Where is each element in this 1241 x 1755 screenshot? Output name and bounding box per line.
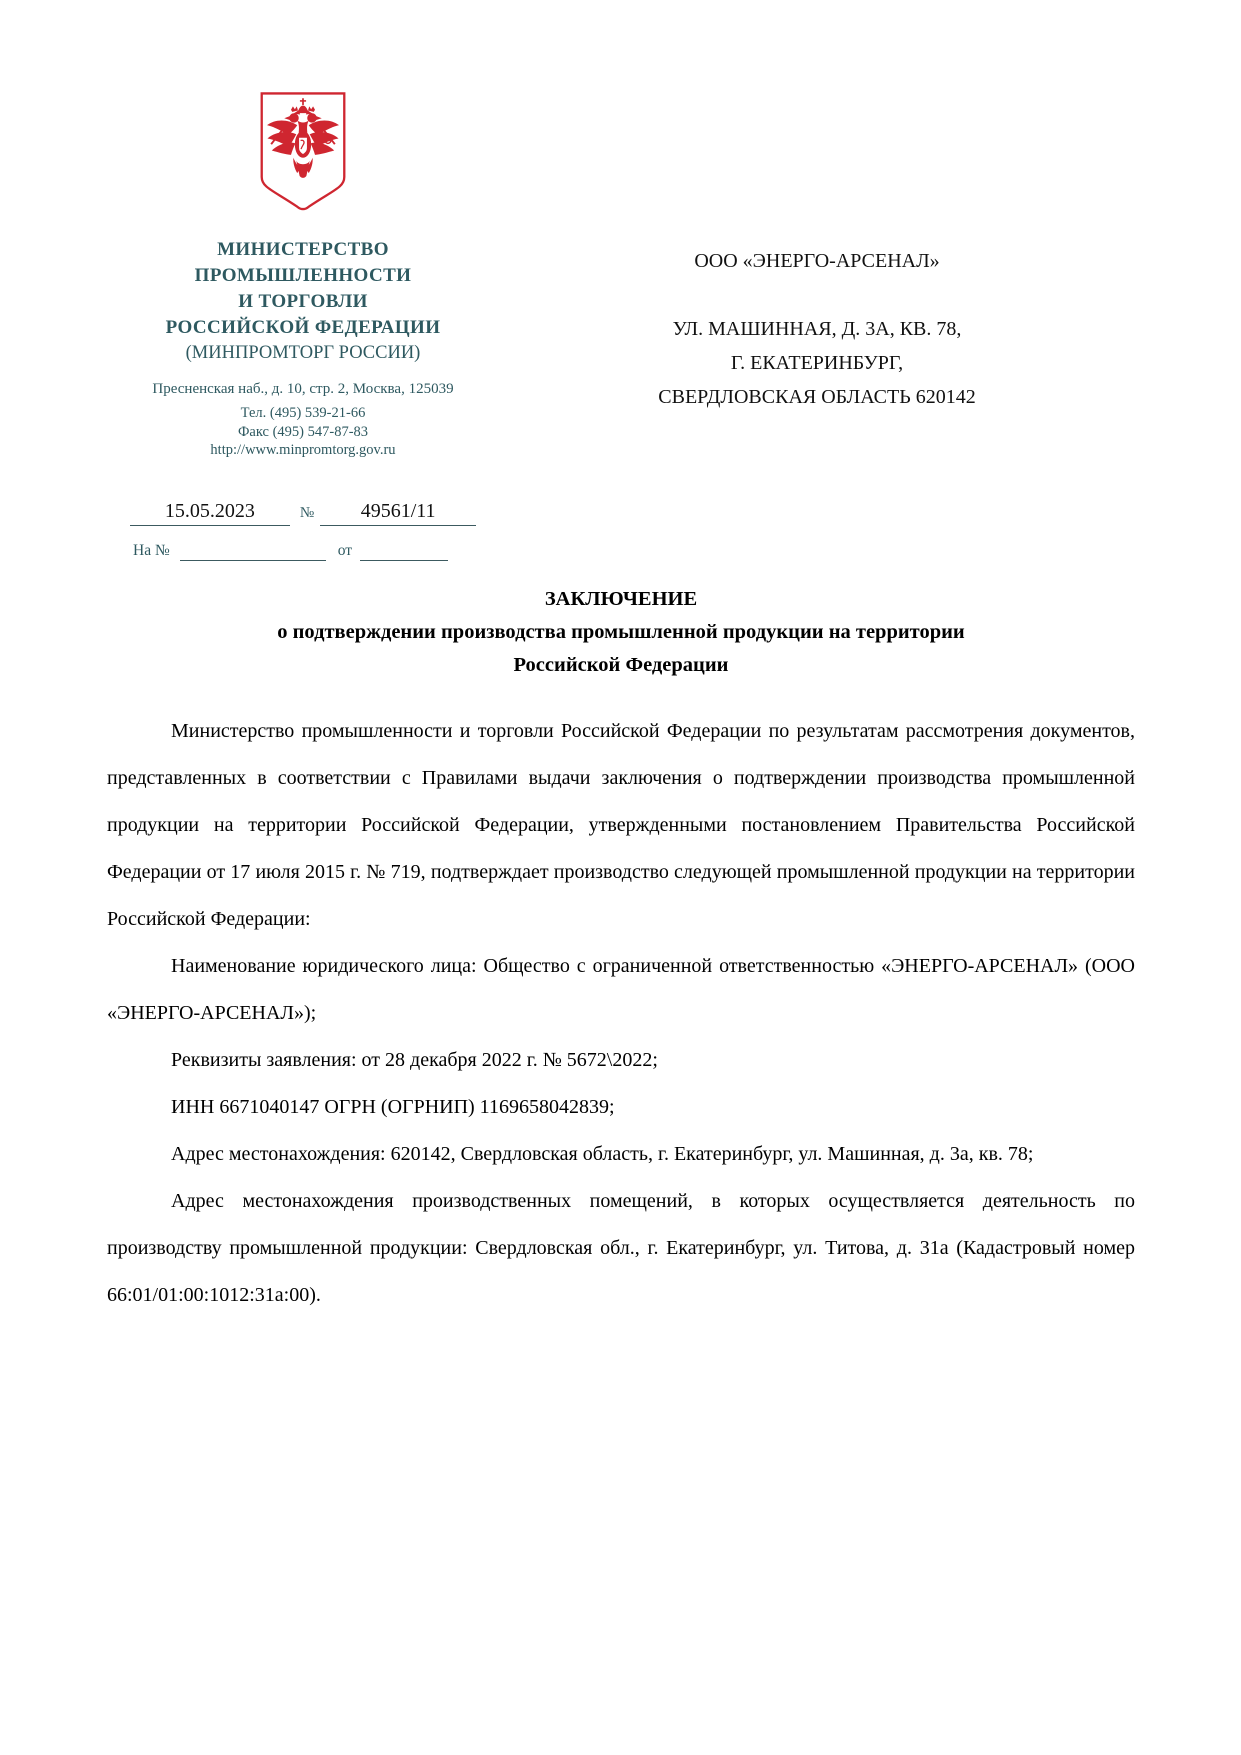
ministry-website: http://www.minpromtorg.gov.ru [210, 442, 396, 458]
ministry-name-line: ПРОМЫШЛЕННОСТИ [194, 265, 412, 286]
document-subtitle-line: Российской Федерации [513, 653, 729, 676]
body-paragraph: Адрес местонахождения производственных помещений, в которых осуществляется деятельность по производству промышленной продукции: Свердловская обл., г. Екатеринбург, ул. Титова, д. 31а (Кадастровый номер 66:01/01:00:1012:31а:00). [107, 1189, 1135, 1306]
document-date: 15.05.2023 [130, 500, 290, 526]
document-subtitle-line: о подтверждении производства промышленной продукции на территории [277, 620, 965, 643]
reply-from-label: от [337, 541, 353, 559]
body-paragraph: Адрес местонахождения: 620142, Свердловская область, г. Екатеринбург, ул. Машинная, д. 3а, кв. 78; [171, 1142, 1034, 1165]
body-paragraph: Министерство промышленности и торговли Российской Федерации по результатам рассмотрения документов, представленных в соответствии с Правилами выдачи заключения о подтверждении производства промышленной продукции на территории Российской Федерации, утвержденными постановлением Правительства Российской Федерации от 17 июля 2015 г. № 719, подтверждает производство следующей промышленной продукции на территории Российской Федерации: [107, 719, 1135, 930]
reference-line [107, 500, 499, 526]
letterhead [107, 78, 1135, 561]
recipient-block [499, 244, 1135, 561]
document-number: 49561/11 [320, 500, 476, 526]
coat-of-arms-icon [107, 90, 499, 219]
recipient-address-line: Г. ЕКАТЕРИНБУРГ, [730, 352, 904, 374]
ministry-postal-address: Пресненская наб., д. 10, стр. 2, Москва, 125039 [152, 381, 454, 397]
document-body [107, 708, 1135, 1319]
document-title [107, 583, 1135, 682]
reply-number-label: На № [133, 541, 170, 559]
body-paragraph: ИНН 6671040147 ОГРН (ОГРНИП) 1169658042839; [171, 1095, 615, 1118]
ministry-name-line: И ТОРГОВЛИ [238, 291, 368, 312]
ministry-name-line: МИНИСТЕРСТВО [217, 239, 389, 260]
ministry-contacts [107, 404, 499, 460]
ministry-name-line: РОССИЙСКОЙ ФЕДЕРАЦИИ [165, 317, 441, 338]
ministry-name [107, 237, 499, 341]
ministry-block [107, 78, 499, 561]
body-paragraph: Наименование юридического лица: Общество с ограниченной ответственностью «ЭНЕРГО-АРСЕНАЛ» (ООО «ЭНЕРГО-АРСЕНАЛ»); [107, 954, 1135, 1024]
document-title-main: ЗАКЛЮЧЕНИЕ [544, 587, 698, 610]
body-paragraph: Реквизиты заявления: от 28 декабря 2022 г. № 5672\2022; [171, 1048, 658, 1071]
recipient-address-line: СВЕРДЛОВСКАЯ ОБЛАСТЬ 620142 [658, 386, 976, 408]
reply-number-blank [180, 542, 326, 561]
ministry-short-name: (МИНПРОМТОРГ РОССИИ) [185, 343, 421, 363]
reply-date-blank [360, 542, 448, 561]
recipient-address-line: УЛ. МАШИННАЯ, Д. 3А, КВ. 78, [672, 318, 962, 340]
recipient-name: ООО «ЭНЕРГО-АРСЕНАЛ» [694, 250, 940, 272]
recipient-spacer [499, 278, 1135, 312]
ministry-phone: Тел. (495) 539-21-66 [240, 405, 366, 421]
ministry-fax: Факс (495) 547-87-83 [237, 423, 369, 440]
reply-reference-line [107, 542, 499, 561]
number-sign: № [299, 504, 315, 521]
